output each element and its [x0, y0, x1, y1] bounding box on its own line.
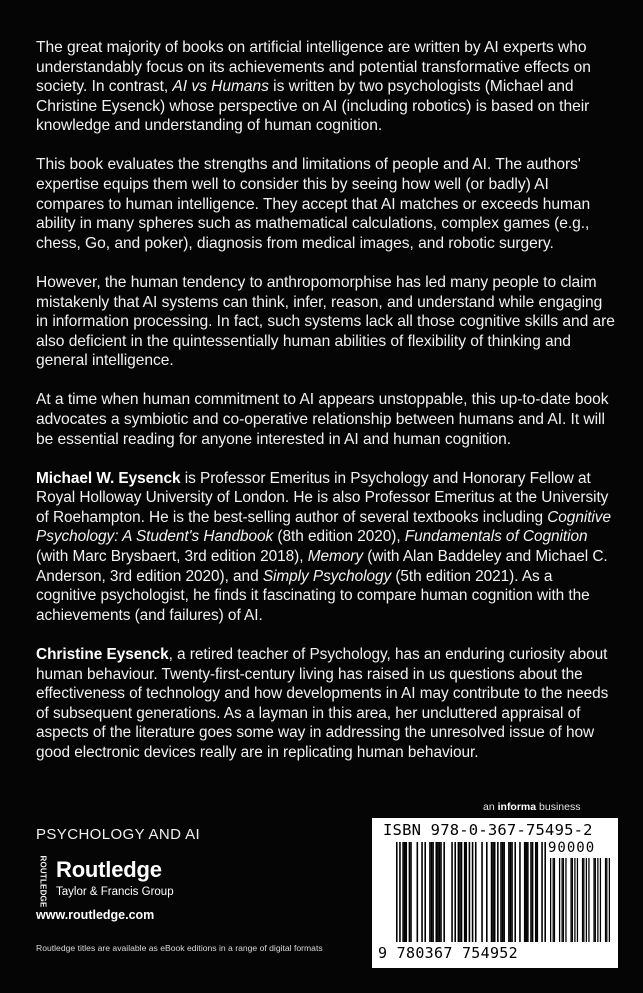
barcode-bar	[439, 842, 441, 942]
barcode-bar	[593, 858, 594, 942]
barcode-bar	[494, 842, 496, 942]
barcode-bar	[563, 858, 564, 942]
barcode-bar	[469, 842, 471, 942]
publisher-name: Routledge	[56, 857, 162, 882]
barcode-bar	[565, 858, 566, 942]
routledge-logo-mark	[38, 857, 48, 909]
barcode-bar	[537, 842, 539, 942]
barcode-bar	[550, 858, 551, 942]
book-title: AI vs Humans	[172, 78, 269, 96]
barcode-bar	[519, 842, 521, 942]
blurb-paragraph-2: This book evaluates the strengths and limitations of people and AI. The authors' expertise equips them well to consider this by seeing how well (or badly) AI compares to human intelligence. They accept that AI matches or exceeds human ability in many spheres such as mathematical calculations, complex games (e.g., chess, Go, and poker), diagnosis from medical images, and robotic surgery.	[36, 156, 591, 252]
barcode-bar	[475, 842, 477, 942]
back-cover-blurb	[36, 38, 616, 782]
barcode-bar	[514, 842, 516, 942]
barcode-bar	[492, 842, 494, 942]
price-code: 90000	[548, 840, 596, 856]
barcode-bar	[429, 842, 431, 942]
author-bio-michael: Michael W. Eysenck is Professor Emeritus in Psychology and Honorary Fellow at Royal Holloway University of London. He is also Professor Emeritus at the University of Roehampton. He is the best-selling author of several textbooks including Cognitive Psychology: A Student's Handbook (8th edition 2020), Fundamentals of Cognition (with Marc Brysbaert, 3rd edition 2018), Memory (with Alan Baddeley and Michael C. Anderson, 3rd edition 2020), and Simply Psychology (5th edition 2021). As a cognitive psychologist, he finds it fascinating to compare human cognition with the achievements (and failures) of AI.	[36, 469, 611, 624]
barcode-bar	[530, 842, 532, 942]
barcode-bar	[502, 842, 504, 942]
barcode-bar	[524, 842, 526, 942]
barcode-bar	[399, 842, 401, 942]
barcode-bar	[595, 858, 596, 942]
author-name: Christine Eysenck	[36, 645, 169, 663]
barcode-bar	[532, 842, 534, 942]
ean-digits: 9 780367 754952	[378, 944, 518, 962]
ean-barcode	[396, 842, 546, 942]
barcode-bar	[586, 858, 587, 942]
barcode-bar	[500, 842, 502, 942]
barcode-bar	[417, 842, 419, 942]
barcode-bar	[582, 858, 583, 942]
book-title: Fundamentals of Cognition	[404, 528, 588, 546]
author-name: Michael W. Eysenck	[36, 469, 181, 487]
barcode-bar	[481, 842, 483, 942]
ebook-footnote: Routledge titles are available as eBook editions in a range of digital formats	[36, 943, 323, 953]
barcode-bar	[464, 842, 466, 942]
barcode-bar	[486, 842, 488, 942]
isbn-label: ISBN 978-0-367-75495-2	[383, 821, 593, 839]
routledge-side-text: ROUTLEDGE	[38, 855, 48, 908]
barcode-bar	[404, 842, 406, 942]
barcode-bar	[583, 858, 584, 942]
barcode-bar	[588, 858, 589, 942]
book-title: Memory	[307, 548, 363, 566]
barcode-bar	[544, 842, 546, 942]
barcode-bar	[510, 842, 512, 942]
publisher-group: Taylor & Francis Group	[56, 886, 174, 898]
book-title: Cognitive Psychology: A Student's Handbook	[36, 508, 611, 546]
barcode-bar	[511, 842, 513, 942]
barcode-bar	[527, 842, 529, 942]
barcode-bar	[440, 842, 442, 942]
barcode-bar	[435, 842, 437, 942]
series-label: PSYCHOLOGY AND AI	[36, 826, 201, 843]
book-title: Simply Psychology	[262, 567, 392, 585]
barcode-bar	[597, 858, 598, 942]
barcode-bar	[396, 842, 398, 942]
barcode-bar	[508, 842, 510, 942]
barcode-bar	[451, 842, 453, 942]
barcode-bar	[472, 842, 474, 942]
barcode-bar	[570, 858, 571, 942]
barcode-bar	[491, 842, 493, 942]
informa-business-label: an informa business	[483, 801, 581, 813]
barcode-bar	[605, 858, 606, 942]
barcode-bar	[559, 858, 560, 942]
barcode-bar	[609, 858, 610, 942]
barcode-bar	[454, 842, 456, 942]
barcode-bar	[606, 858, 607, 942]
barcode-bar	[461, 842, 463, 942]
barcode-bar	[431, 842, 433, 942]
barcode-bar	[497, 842, 499, 942]
barcode-bar	[437, 842, 439, 942]
barcode-bar	[402, 842, 404, 942]
barcode-bar	[561, 858, 562, 942]
barcode-bar	[525, 842, 527, 942]
blurb-paragraph-3: However, the human tendency to anthropomorphise has led many people to claim mistakenly that AI systems can think, infer, reason, and understand while engaging in information processing. In fact, such systems lack all those cognitive skills and are also deficient in the quintessentially human abilities of flexibility of thinking and general intelligence.	[36, 273, 615, 370]
barcode-bar	[574, 858, 575, 942]
barcode-bar	[553, 858, 554, 942]
barcode-bar	[503, 842, 505, 942]
blurb-paragraph-1: The great majority of books on artificial intelligence are written by AI experts who understandably focus on its achievements and potential transformative effects on society. In contrast, AI vs Humans is written by two psychologists (Michael and Christine Eysenck) whose perspective on AI (including robotics) is based on their knowledge and understanding of human cognition.	[36, 39, 591, 135]
barcode-bar	[410, 842, 412, 942]
barcode-bar	[409, 842, 411, 942]
blurb-paragraph-4: At a time when human commitment to AI appears unstoppable, this up-to-date book advocates a symbiotic and co-operative relationship between humans and AI. It will be essential reading for anyone interested in AI and human cognition.	[36, 391, 609, 448]
barcode-bar	[577, 858, 578, 942]
barcode-bar	[572, 858, 573, 942]
barcode-bar	[424, 842, 426, 942]
author-bio-christine: Christine Eysenck, a retired teacher of Psychology, has an enduring curiosity about human behaviour. Twenty-first-century living has raised in us questions about the effectiveness of technology and how developments in AI may contribute to the needs of subsequent generations. As a layman in this area, her uncluttered appraisal of aspects of the literature goes some way in addressing the unresolved issue of how good electronic devices really are in replicating human behaviour.	[36, 645, 609, 761]
barcode-bar	[535, 842, 537, 942]
barcode-bar	[541, 842, 543, 942]
barcode-bar	[458, 842, 460, 942]
barcode-bar	[443, 842, 445, 942]
barcode-bar	[459, 842, 461, 942]
barcode-bar	[554, 858, 555, 942]
barcode-bar	[600, 858, 601, 942]
barcode-bar	[465, 842, 467, 942]
addon-barcode	[550, 858, 610, 942]
barcode-bar	[405, 842, 407, 942]
publisher-url: www.routledge.com	[36, 908, 155, 922]
barcode-bar	[432, 842, 434, 942]
barcode-bar	[421, 842, 423, 942]
